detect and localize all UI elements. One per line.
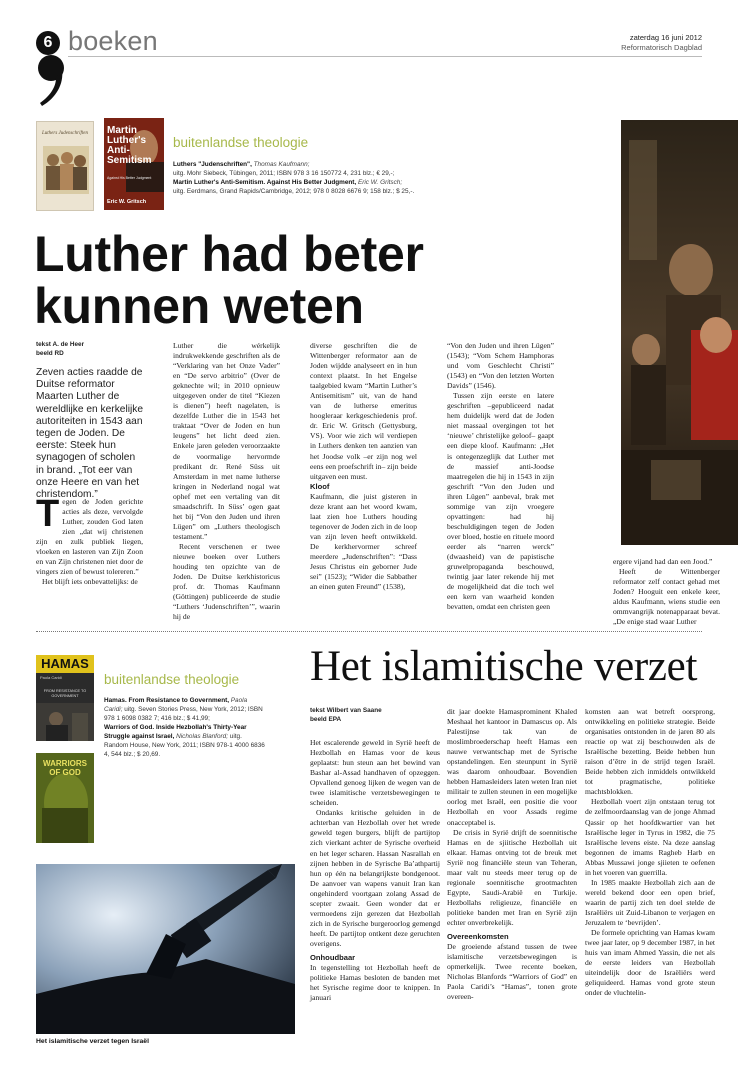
article-intro: Zeven acties raadde de Duitse reformator Maarten Luther de wereldlijke en kerkelijke autoriteiten in 1543 aan tegen de Joden. De eerste: Steek hun synagogen of scholen in brand. „Tot eer van onze Heere en van het christendom.” xyxy=(36,367,144,501)
article2-column-1: Het escalerende geweld in Syrië heeft de Hezbollah en Hamas voor de keus geplaatst: hun steun aan het bewind van Bashar al-Assad handhaven of opzeggen. Opvallend genoeg lijken de wegen van de twee islamitische verzetsbewegingen te scheiden. Ondanks kritische geluiden in de achterban van Hezbollah over het wrede geweld tegen burgers, blijft de partijtop zich vierkant achter de Syrische overheid en het leger scharen. Hassan Nasrallah en zijnen hebben in de Syrische Ba’athpartij hun op één na belangrijkste bondgenoot. De aanvoer van wapens vanuit Iran kan ongehinderd voortgaan zolang Assad de scepter zwaait. Geen wonder dat er vermoedens zijn gerezen dat Hezbollah zich in de Syrische burgeroorlog gemengd heeft. De partijtop ontkent deze geruchten overigens. Onhoudbaar In tegenstelling tot Hezbollah heeft de politieke Hamas besloten de banden met het Syrische regime door te knippen. In januari xyxy=(310,738,440,1003)
book-title: Luthers "Judenschriften", xyxy=(173,161,252,168)
book-title: Warriors of God. Inside Hezbollah's Thirty-Year Struggle against Israel, xyxy=(104,724,247,740)
book-cover-title: HAMAS xyxy=(36,655,94,673)
article-column-5: ergere vijand had dan een Jood.” Heeft de Wittenberger reformator zelf contact gehad met Joden? Hooguit een enkele keer, aldus Kaufmann, wiens studie een ommvangrijk notenapparaat bevat. „De enige stad waar Luther xyxy=(613,557,720,627)
book-cover-author: Eric W. Gritsch xyxy=(107,199,147,205)
dropcap: T xyxy=(36,493,60,535)
book-author: Thomas Kaufmann; xyxy=(253,161,310,168)
header-rule xyxy=(68,56,702,57)
book-title: Hamas. From Resistance to Government, xyxy=(104,697,230,704)
book-cover-title: WARRIORS OF GOD xyxy=(43,759,87,777)
book-author: Nicholas Blanford; xyxy=(176,733,228,740)
book-cover-title: Martin Luther's Anti- Semitism xyxy=(107,125,152,166)
book-title: Martin Luther's Anti-Semitism. Against His Better Judgment, xyxy=(173,179,357,186)
page-number-badge xyxy=(36,31,60,55)
book-cover-martin-luthers-antisemitism xyxy=(104,118,164,210)
book-publisher-details: uitg. Random House, New York, 2011; ISBN 978-1 4000 6836 4, 544 blz.; $ 20,69. xyxy=(104,733,265,758)
book-author: Paola Caridi; xyxy=(104,697,248,713)
article-byline: tekst Wilbert van Saane beeld EPA xyxy=(310,707,382,723)
luther-painting-photo xyxy=(621,120,738,545)
book-details-block xyxy=(104,696,266,759)
page-number: 6 xyxy=(43,34,53,51)
rubric-label: buitenlandse theologie xyxy=(104,672,240,687)
book-publisher-details: uitg. Seven Stories Press, New York, 2012; ISBN 978 1 6098 0382 7; 416 blz.; $ 41,99; xyxy=(104,706,263,722)
article-byline: tekst A. de Heer beeld RD xyxy=(36,341,85,357)
rocket-illustration xyxy=(36,864,295,1034)
book-cover-subtitle: FROM RESISTANCE TO GOVERNMENT xyxy=(43,689,87,698)
subheading: Onhoudbaar xyxy=(310,952,356,962)
article-column-4: “Von den Juden und ihren Lügen” (1543); “Vom Schem Hamphoras und vom Geschlecht Christi” (1543) en “Von den letzten Worten Davids” (1546). Tussen zijn eerste en latere geschriften –gepubliceerd nadat hem duidelijk werd dat de Joden niet massaal overgingen tot het ‘nieuwe’ christelijke geloof– gaapt een diepe kloof. Kaufmann: „Het is ontegenzeglijk dat Luther met de massief anti-Joodse maatregelen die hij in 1543 in zijn geschrift “Von den Juden und ihren Lügen” aanbeval, brak met sommige van zijn vroegere opvattingen: had hij beschuldigingen tegen de Joden over bloed, hostie en rituele moord eerder als “narren werck” (dwaasheid) van de papistische gruwelpropaganda beschouwd, twintig jaar later rekende hij met de mogelijkheid dat die toch wel een kern van waarheid konden bevatten, omdat een christen geen xyxy=(447,341,554,612)
book-cover-illustration xyxy=(43,146,89,194)
photo-caption: Het islamitische verzet tegen Israël xyxy=(36,1038,149,1045)
article2-column-3: komsten aan wat betreft oorsprong, ontwikkeling en politieke strategie. Beide organisaties ontstonden in de jaren 80 als reactie op wat zij beschouwden als de Israëlische bezetting. Beide hebben hun raison d’être in de strijd tegen Israël. Beide hebben zich inmiddels ontwikkeld tot pragmatische, politieke machtsblokken. Hezbollah voert zijn ontstaan terug tot de zelfmoordaanslag van de jonge Ahmad Qassir op het hoofdkwartier van het Israëlische leger in Tyrus in 1982, die 75 Israëlische levens eiste. Na deze aanslag begonnen de imams Ragheb Harb en Abbas Mussawi jonge sjiieten te oefenen in het voeren van guerrilla. In 1985 maakte Hezbollah zich aan de wereld bekend door een open brief, waarin de partij zich ten doel stelde de Israëliërs uit Zuid-Libanon te verjagen en Jeruzalem te ‘bevrijden’. De formele oprichting van Hamas kwam twee jaar later, op 9 december 1987, in het huis van imam Ahmed Yassin, die net als de eerste leiders van Hezbollah uiteindelijk door de Israëliërs werd geliquideerd. Hamas vond grote steun onder de vluchtelin- xyxy=(585,707,715,998)
article2-column-2: dit jaar doekte Hamasprominent Khaled Meshaal het kantoor in Damascus op. Als Palestijnse tak van de moslimbroederschap heeft Hamas een nauwe verwantschap met de Syrische opstandelingen. Een steunpunt in Syrië was daarom onhoudbaar. Bovendien hebben Hamasleiders laten weten Iran niet militair te zullen steunen in een mogelijke oorlog met Israël, een positie die voor Hezbollah en voor Assads regime onacceptabel is. De crisis in Syrië drijft de soennitische Hamas en de sjiitische Hezbollah uit elkaar. Hamas ontving tot de breuk met Syrië nog financiële steun van Teheran, maar valt nu steeds meer terug op de regionale soennitische grootmachten Egypte, Saudi-Arabië en Turkije. Hezbollahs religieuze, financiële en politieke banden met Iran en Syrië zijn echter onverbrekelijk. Overeenkomsten De groeiende afstand tussen de twee islamitische verzetsbewegingen is opmerkelijk. Twee recente boeken, Nicholas Blanfords “Warriors of God” en Paola Caridi’s “Hamas”, tonen grote overeen- xyxy=(447,707,577,1002)
rocket-photo xyxy=(36,864,295,1034)
article-separator xyxy=(36,631,702,632)
article-headline: Luther had beter kunnen weten xyxy=(34,226,424,334)
subheading: Overeenkomsten xyxy=(447,932,509,942)
book-details-block xyxy=(173,160,438,196)
section-title: boeken xyxy=(68,26,158,56)
book-cover-subtitle: Against His Better Judgment xyxy=(107,176,152,180)
article-column-1: Tegen de Joden gerichte acties als deze, vervolgde Luther, zouden God laten zien „dat wij christenen zijn en zulk publiek liegen, vloeken en lasteren van Zijn Zoon en van Zijn christenen niet door de vingers zien of bewust tolereren.” Het blijft iets onbevattelijks: de xyxy=(36,493,143,587)
article-headline: Het islamitische verzet xyxy=(310,643,698,690)
article-column-3: diverse geschriften die de Wittenberger reformator aan de Joden wijdde analyseert en in hun context plaatst. In het Engelse taalgebied kwam “Martin Luther’s Antisemitism” uit, van de hand van de lutherse emeritus hoogleraar kerkgeschiedenis prof. dr. Eric W. Gritsch (Gettysburg, VS). Voor wie zich wil verdiepen in Luthers denken ten aanzien van het Joodse volk –er zijn nog wel eens een proefschrift in– zijn beide uitgaven een must. Kloof Kaufmann, die juist gisteren in deze krant aan het woord kwam, laat zien hoe Luthers houding tegenover de Joden zich in de loop van zijn leven heeft ontwikkeld. De kerkhervormer schreef meerdere „Judenschriften”: “Dass Jesus Christus ein geborner Jude sei” (1523); “Wider die Sabbather an einen guten Freund” (1538), xyxy=(310,341,417,592)
book-publisher-details: uitg. Eerdmans, Grand Rapids/Cambridge, 2012; 978 0 8028 6676 9; 158 blz.; $ 25,-. xyxy=(173,188,415,195)
header-date: zaterdag 16 juni 2012 xyxy=(629,33,702,42)
book-author: Eric W. Gritsch; xyxy=(357,179,403,186)
book-cover-author: Paola Caridi xyxy=(40,675,62,680)
book-cover-luthers-judenschriften xyxy=(36,121,94,211)
article-column-2: Luther die wérkelijk indrukwekkende geschriften als de “Verklaring van het Onze Vader” en “De servo arbitrio” (Over de geknechte wil; in 2010 opnieuw uitgegeven onder de titel “Kiezen is dienen”) heeft nagelaten, is dezelfde Luther die in 1543 het traktaat “Over de Joden en hun leugens” het licht deed zien. Enkele jaren geleden veroorzaakte de voormalige hervormde predikant dr. René Süss uit Amsterdam in met name lutherse kringen in Nederland nogal wat ophef met een vertaling van dit smaadschrift. In Süss’ ogen gaat het bij “Von den Juden und ihren Lügen” om „Luthers theologisch testament.” Recent verschenen er twee nieuwe boeken over Luthers houding ten opzichte van de Joden. De Duitse kerkhistoricus prof. dr. Thomas Kaufmann (Göttingen) publiceerde de studie “Luthers ‘Judenschriften’”, waarin hij de xyxy=(173,341,280,622)
book-cover-hamas xyxy=(36,655,94,741)
book-cover-illustration xyxy=(36,703,94,741)
book-cover-title: Luthers Judenschriften xyxy=(42,131,88,136)
rubric-label: buitenlandse theologie xyxy=(173,135,309,150)
header-publication: Reformatorisch Dagblad xyxy=(621,43,702,52)
book-cover-warriors-of-god xyxy=(36,753,94,843)
book-publisher-details: uitg. Mohr Siebeck, Tübingen, 2011; ISBN 978 3 16 150772 4, 231 blz.; € 29,-; xyxy=(173,170,395,177)
subheading: Kloof xyxy=(310,481,330,491)
painting-illustration xyxy=(621,120,738,545)
section-comma-ornament xyxy=(34,54,66,108)
